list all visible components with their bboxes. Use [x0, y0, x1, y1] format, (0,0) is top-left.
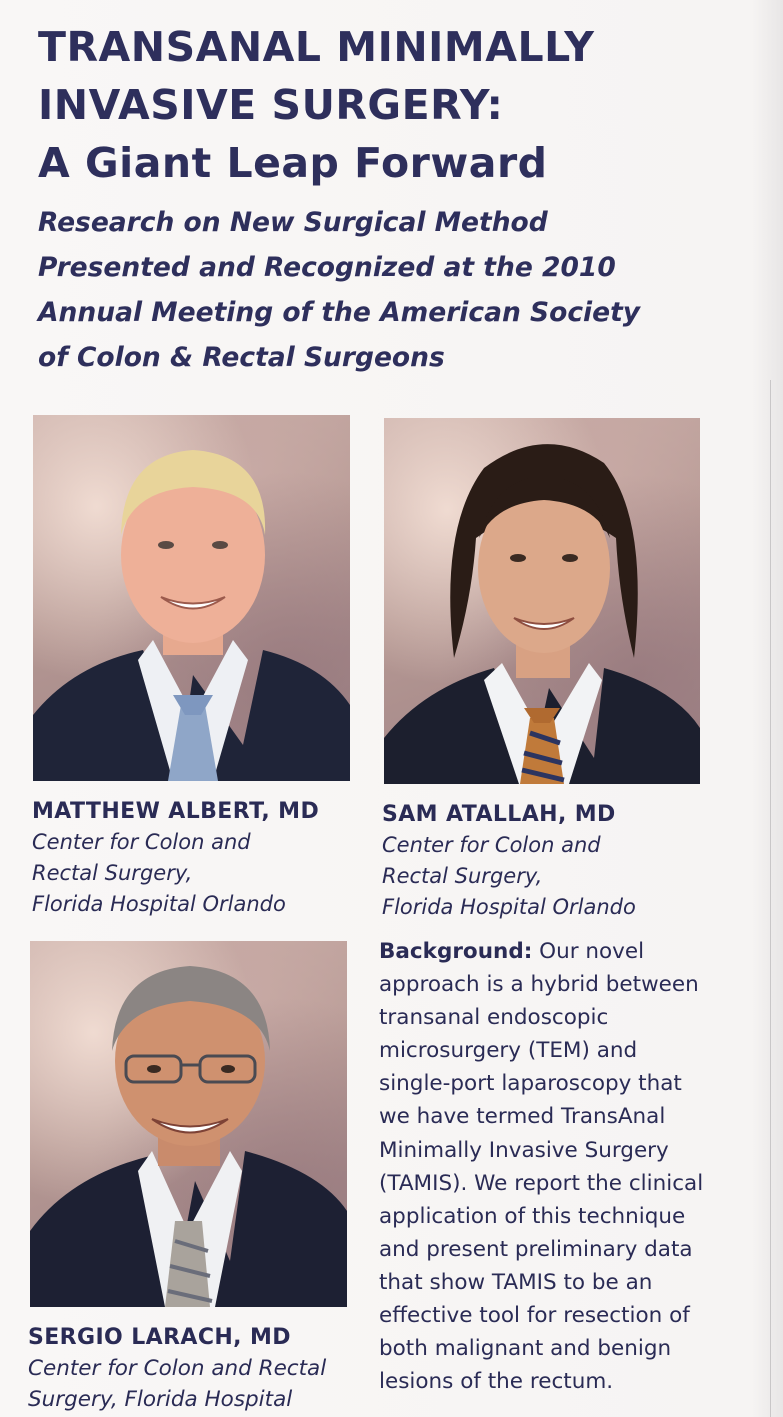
portrait-photo-sam-atallah — [384, 418, 700, 784]
body-line: and present preliminary data — [379, 1236, 693, 1262]
author-name: SAM ATALLAH, MD — [382, 802, 616, 827]
body-line: Minimally Invasive Surgery — [379, 1137, 669, 1163]
title-line: TRANSANAL MINIMALLY — [38, 23, 595, 71]
author-name: MATTHEW ALBERT, MD — [32, 799, 320, 824]
body-line: approach is a hybrid between — [379, 972, 699, 998]
author-name: SERGIO LARACH, MD — [28, 1325, 291, 1350]
body-line: lesions of the rectum. — [379, 1369, 614, 1395]
title-line: A Giant Leap Forward — [38, 139, 548, 187]
title-line: INVASIVE SURGERY: — [38, 81, 504, 129]
body-line: effective tool for resection of — [379, 1303, 690, 1329]
author-affiliation-line: Center for Colon and — [32, 830, 251, 854]
author-caption-matthew-albert — [32, 797, 319, 920]
body-line — [379, 935, 779, 968]
article-subtitle — [38, 200, 758, 380]
author-affiliation-line: Rectal Surgery, — [32, 861, 193, 885]
body-line-rest: Our novel — [532, 939, 645, 964]
portrait-photo-sergio-larach — [30, 941, 347, 1307]
body-line: single-port laparoscopy that — [379, 1071, 682, 1097]
author-caption-sergio-larach — [28, 1323, 326, 1415]
author-affiliation-line: Florida Hospital Orlando — [382, 895, 636, 919]
body-line: application of this technique — [379, 1203, 686, 1229]
body-line: microsurgery (TEM) and — [379, 1038, 638, 1064]
subtitle-line: Presented and Recognized at the 2010 — [38, 252, 616, 283]
body-line: (TAMIS). We report the clinical — [379, 1170, 704, 1196]
author-affiliation-line: Rectal Surgery, — [382, 864, 543, 888]
subtitle-line: Research on New Surgical Method — [38, 207, 548, 238]
body-line: transanal endoscopic — [379, 1005, 609, 1031]
author-affiliation-line: Center for Colon and — [382, 833, 601, 857]
subtitle-line: of Colon & Rectal Surgeons — [38, 342, 445, 373]
body-line: both malignant and benign — [379, 1336, 672, 1362]
author-affiliation-line: Surgery, Florida Hospital — [28, 1387, 293, 1412]
background-label: Background: — [379, 939, 533, 964]
author-caption-sam-atallah — [382, 800, 636, 923]
author-affiliation-line: Florida Hospital Orlando — [32, 892, 286, 916]
background-paragraph — [379, 935, 779, 1398]
article-title — [38, 18, 738, 192]
portrait-photo-matthew-albert — [33, 415, 350, 781]
subtitle-line: Annual Meeting of the American Society — [38, 297, 641, 328]
body-line: that show TAMIS to be an — [379, 1269, 653, 1295]
author-affiliation-line: Center for Colon and Rectal — [28, 1356, 327, 1381]
body-line: we have termed TransAnal — [379, 1104, 666, 1130]
